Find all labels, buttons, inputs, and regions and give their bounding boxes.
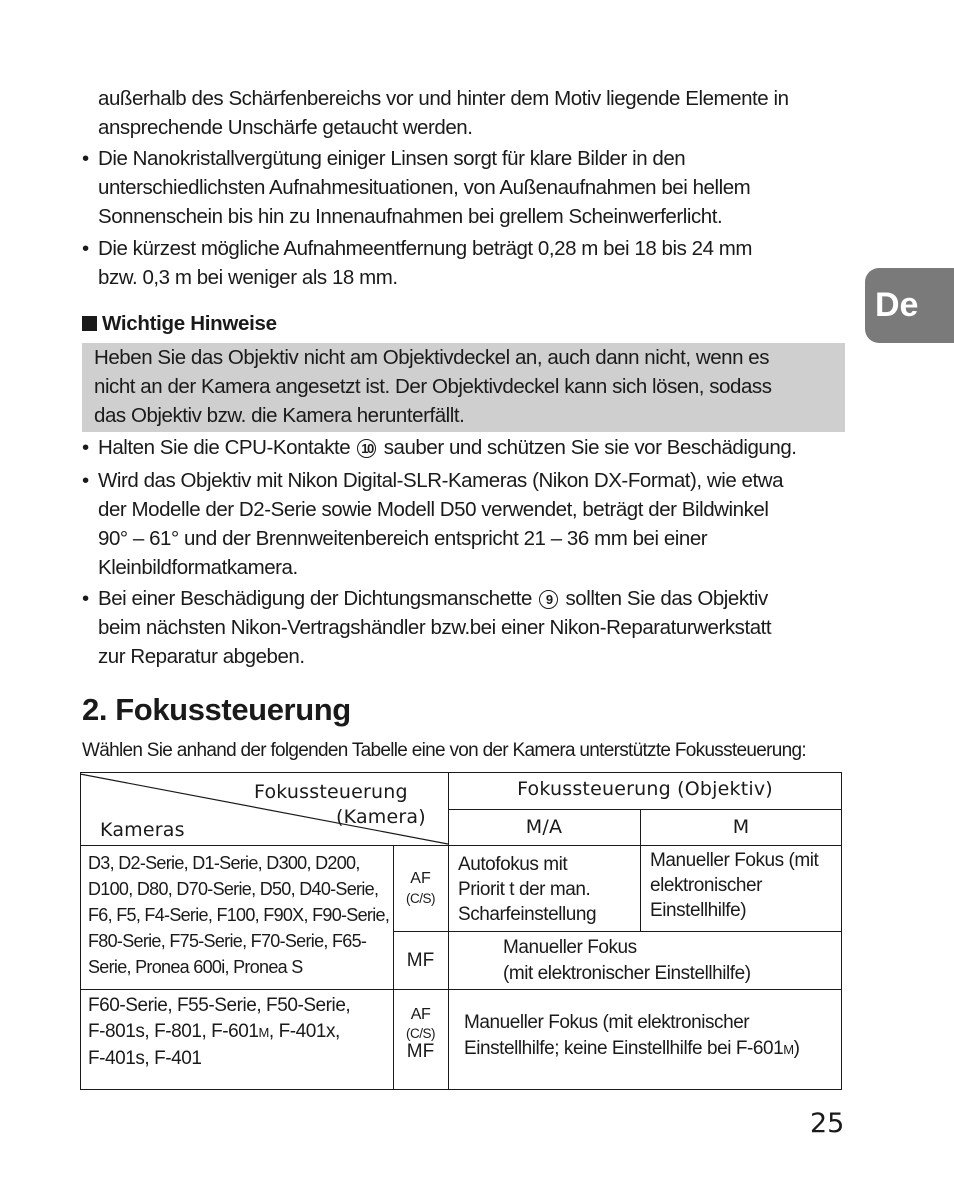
intro-continuation xyxy=(98,84,848,142)
bullet-dot: • xyxy=(82,587,90,610)
table-rule xyxy=(393,931,842,932)
camera-line: F60-Serie, F55-Serie, F50-Serie, xyxy=(88,995,351,1016)
text-line: außerhalb des Schärfenbereichs vor und hinter dem Motiv liegende Elemente in xyxy=(98,87,789,110)
cell-line: Einstellhilfe; keine Einstellhilfe bei F-601M) xyxy=(464,1038,800,1059)
camera-line: F6, F5, F4-Serie, F100, F90X, F90-Serie, xyxy=(88,905,390,925)
text-line: 90° – 61° und der Brennweitenbereich entspricht 21 – 36 mm bei einer xyxy=(98,527,708,550)
mf-label: MF xyxy=(406,950,435,971)
group1-mf-mode xyxy=(393,950,448,972)
column-m-header: M xyxy=(732,816,750,838)
cell-line: Manueller Fokus (mit elektronischer xyxy=(464,1012,750,1033)
corner-focus-label: Fokussteuerung xyxy=(254,781,408,803)
cell-line: (mit elektronischer Einstellhilfe) xyxy=(503,963,751,984)
camera-line: D100, D80, D70-Serie, D50, D40-Serie, xyxy=(88,879,379,899)
camera-line: F-401s, F-401 xyxy=(88,1048,202,1069)
af-label: AF xyxy=(410,1006,431,1023)
cell-line: Einstellhilfe) xyxy=(650,900,747,921)
group2-camera-list xyxy=(88,993,350,1072)
group1-mf-cell xyxy=(503,935,751,987)
text-line: bzw. 0,3 m bei weniger als 18 mm. xyxy=(98,266,398,289)
bullet-dot: • xyxy=(82,147,90,170)
section-title: 2. Fokussteuerung xyxy=(82,692,351,727)
section-intro: Wählen Sie anhand der folgenden Tabelle eine von der Kamera unterstützte Fokussteuerung: xyxy=(82,740,806,761)
square-marker-icon xyxy=(82,316,97,331)
important-notes-heading xyxy=(82,309,277,338)
table-rule xyxy=(448,809,842,810)
group1-af-ma-cell xyxy=(458,852,596,927)
notice-box xyxy=(82,343,845,432)
bullet-dot: • xyxy=(82,436,90,459)
text-line: der Modelle der D2-Serie sowie Modell D50 verwendet, beträgt der Bildwinkel xyxy=(98,498,769,521)
language-tab: De xyxy=(865,268,954,343)
text-line: Die kürzest mögliche Aufnahmeentfernung beträgt 0,28 m bei 18 bis 24 mm xyxy=(98,237,753,260)
notice-line: das Objektiv bzw. die Kamera herunterfällt. xyxy=(94,404,465,427)
cell-line: elektronischer xyxy=(650,875,762,896)
bullet-dot: • xyxy=(82,469,90,492)
camera-line: Serie, Pronea 600i, Pronea S xyxy=(88,957,303,977)
notice-line: nicht an der Kamera angesetzt ist. Der Objektivdeckel kann sich lösen, sodass xyxy=(94,375,772,398)
focus-control-table xyxy=(80,772,842,1090)
notice-line: Heben Sie das Objektiv nicht am Objektivdeckel an, auch dann nicht, wenn es xyxy=(94,346,770,369)
text-line: Bei einer Beschädigung der Dichtungsmanschette 9 sollten Sie das Objektiv xyxy=(98,587,768,610)
text-line: beim nächsten Nikon-Vertragshändler bzw.bei einer Nikon-Reparaturwerkstatt xyxy=(98,616,772,639)
corner-cameras-label: Kameras xyxy=(100,819,185,841)
cell-line: Autofokus mit xyxy=(458,854,568,875)
group1-camera-list xyxy=(88,850,389,980)
corner-camera-label: (Kamera) xyxy=(336,806,426,828)
text-line: Kleinbildformatkamera. xyxy=(98,556,298,579)
callout-9-icon: 9 xyxy=(539,590,558,609)
af-sub-label: (C/S) xyxy=(406,1026,435,1041)
af-label: AF xyxy=(410,870,431,887)
text-line: Die Nanokristallvergütung einiger Linsen sorgt für klare Bilder in den xyxy=(98,147,686,170)
group1-af-mode xyxy=(393,868,448,907)
text-line: Halten Sie die CPU-Kontakte 10 sauber und schützen Sie sie vor Beschädigung. xyxy=(98,436,797,459)
camera-line: F-801s, F-801, F-601M, F-401x, xyxy=(88,1021,340,1042)
text-line: Sonnenschein bis hin zu Innenaufnahmen bei grellem Scheinwerferlicht. xyxy=(98,205,723,228)
group1-af-m-cell xyxy=(650,848,818,923)
column-ma-header: M/A xyxy=(525,816,563,838)
mf-label: MF xyxy=(406,1041,435,1062)
camera-line: F80-Serie, F75-Serie, F70-Serie, F65- xyxy=(88,931,367,951)
text-line: Wird das Objektiv mit Nikon Digital-SLR-Kameras (Nikon DX-Format), wie etwa xyxy=(98,469,784,492)
cell-line: Manueller Fokus (mit xyxy=(650,850,819,871)
callout-10-icon: 10 xyxy=(357,439,376,458)
lens-focus-header: Fokussteuerung (Objektiv) xyxy=(517,778,773,800)
group2-focus-cell xyxy=(464,1010,800,1063)
text-line: ansprechende Unschärfe getaucht werden. xyxy=(98,116,473,139)
cell-line: Manueller Fokus xyxy=(503,937,637,958)
camera-line: D3, D2-Serie, D1-Serie, D300, D200, xyxy=(88,853,360,873)
bullet-dot: • xyxy=(82,237,90,260)
group2-mode xyxy=(393,1005,448,1062)
cell-line: Scharfeinstellung xyxy=(458,904,597,925)
cell-line: Priorit t der man. xyxy=(458,879,591,900)
important-notes-title: Wichtige Hinweise xyxy=(102,312,277,335)
text-line: unterschiedlichsten Aufnahmesituationen, von Außenaufnahmen bei hellem xyxy=(98,176,751,199)
text-line: zur Reparatur abgeben. xyxy=(98,645,305,668)
af-sub-label: (C/S) xyxy=(406,891,435,906)
table-rule xyxy=(80,989,842,990)
page-number: 25 xyxy=(810,1108,845,1139)
table-border-bottom xyxy=(80,1089,842,1090)
